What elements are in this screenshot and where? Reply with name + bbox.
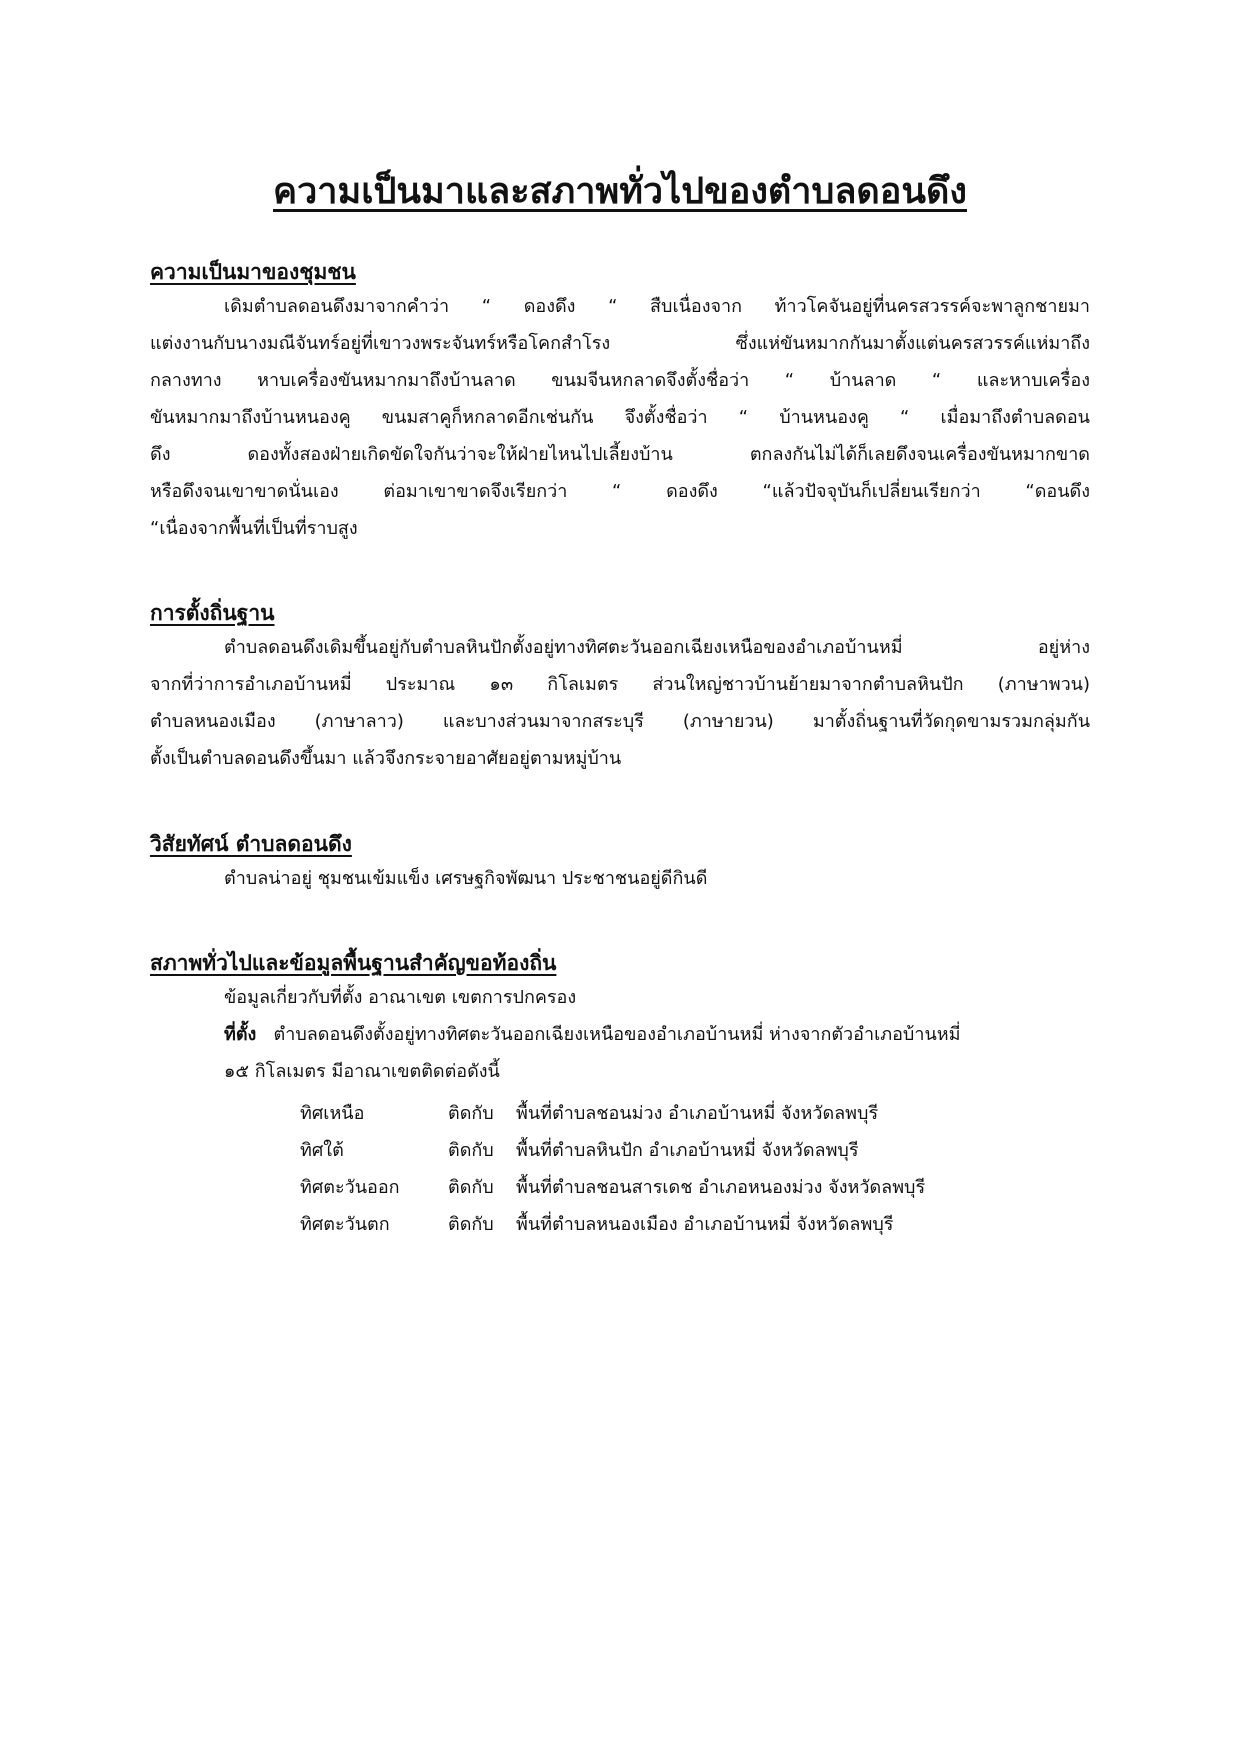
boundary-direction: ทิศตะวันออก: [300, 1177, 400, 1198]
location-label: ที่ตั้ง: [224, 1024, 257, 1045]
settlement-line-3: ตำบลหนองเมือง (ภาษาลาว) และบางส่วนมาจากสระบุรี (ภาษายวน) มาตั้งถิ่นฐานที่วัดกุดขามรวมกลุ่มกัน: [150, 711, 1090, 732]
vision-text: ตำบลน่าอยู่ ชุมชนเข้มแข็ง เศรษฐกิจพัฒนา ประชาชนอยู่ดีกินดี: [224, 868, 708, 889]
boundary-direction: ทิศใต้: [300, 1140, 344, 1161]
boundary-direction: ทิศเหนือ: [300, 1103, 365, 1124]
page-title: ความเป็นมาและสภาพทั่วไปของตำบลดอนดึง: [273, 171, 967, 212]
history-line-5: ดึง ดองทั้งสองฝ่ายเกิดขัดใจกันว่าจะให้ฝ่ายไหนไปเลี้ยงบ้าน ตกลงกันไม่ได้ก็เลยดึงจนเครื่องขันหมากขาด: [150, 444, 1090, 465]
location-line-1: [150, 1023, 1090, 1047]
settlement-line-4: ตั้งเป็นตำบลดอนดึงขึ้นมา แล้วจึงกระจายอาศัยอยู่ตามหมู่บ้าน: [150, 748, 622, 769]
boundary-area: พื้นที่ตำบลหินปัก อำเภอบ้านหมี่ จังหวัดลพบุรี: [516, 1140, 859, 1161]
vision-heading: วิสัยทัศน์ ตำบลดอนดึง: [150, 832, 352, 856]
history-line-7: “เนื่องจากพื้นที่เป็นที่ราบสูง: [150, 518, 358, 539]
settlement-heading: การตั้งถิ่นฐาน: [150, 601, 275, 625]
general-heading: สภาพทั่วไปและข้อมูลพื้นฐานสำคัญขอท้องถิ่น: [150, 951, 557, 975]
history-line-2: แต่งงานกับนางมณีจันทร์อยู่ที่เขาวงพระจันทร์หรือโคกสำโรง ซึ่งแห่ขันหมากกันมาตั้งแต่นครสวรรค์แห่มาถึง: [150, 333, 1090, 354]
settlement-line-1: ตำบลดอนดึงเดิมขึ้นอยู่กับตำบลหินปักตั้งอยู่ทางทิศตะวันออกเฉียงเหนือของอำเภอบ้านหมี่ อยู่ห่าง: [224, 637, 1090, 658]
history-line-6: หรือดึงจนเขาขาดนั่นเอง ต่อมาเขาขาดจึงเรียกว่า “ ดองดึง “แล้วปัจจุบันก็เปลี่ยนเรียกว่า “ดอนดึง: [150, 481, 1090, 502]
boundary-area: พื้นที่ตำบลหนองเมือง อำเภอบ้านหมี่ จังหวัดลพบุรี: [516, 1214, 894, 1235]
location-text: ตำบลดอนดึงตั้งอยู่ทางทิศตะวันออกเฉียงเหนือของอำเภอบ้านหมี่ ห่างจากตัวอำเภอบ้านหมี่: [273, 1024, 961, 1045]
boundary-adjacent: ติดกับ: [448, 1177, 494, 1198]
boundary-adjacent: ติดกับ: [448, 1140, 494, 1161]
boundary-adjacent: ติดกับ: [448, 1214, 494, 1235]
history-heading: ความเป็นมาของชุมชน: [150, 260, 356, 284]
boundary-adjacent: ติดกับ: [448, 1103, 494, 1124]
history-line-4: ขันหมากมาถึงบ้านหนองคู ขนมสาคูก็หกลาดอีกเช่นกัน จึงตั้งชื่อว่า “ บ้านหนองคู “ เมื่อมาถึงตำบลดอน: [150, 407, 1090, 428]
boundary-area: พื้นที่ตำบลชอนม่วง อำเภอบ้านหมี่ จังหวัดลพบุรี: [516, 1103, 879, 1124]
settlement-line-2: จากที่ว่าการอำเภอบ้านหมี่ ประมาณ ๑๓ กิโลเมตร ส่วนใหญ่ชาวบ้านย้ายมาจากตำบลหินปัก (ภาษาพวน): [150, 674, 1090, 695]
history-line-3: กลางทาง หาบเครื่องขันหมากมาถึงบ้านลาด ขนมจีนหกลาดจึงตั้งชื่อว่า “ บ้านลาด “ และหาบเครื่อง: [150, 370, 1090, 391]
location-line-2: ๑๕ กิโลเมตร มีอาณาเขตติดต่อดังนี้: [224, 1061, 500, 1082]
general-subheading: ข้อมูลเกี่ยวกับที่ตั้ง อาณาเขต เขตการปกครอง: [224, 987, 577, 1008]
boundary-area: พื้นที่ตำบลชอนสารเดช อำเภอหนองม่วง จังหวัดลพบุรี: [516, 1177, 926, 1198]
history-line-1: เดิมตำบลดอนดึงมาจากคำว่า “ ดองดึง “ สืบเนื่องจาก ท้าวโคจันอยู่ที่นครสวรรค์จะพาลูกชายมา: [224, 296, 1090, 317]
boundary-direction: ทิศตะวันตก: [300, 1214, 390, 1235]
